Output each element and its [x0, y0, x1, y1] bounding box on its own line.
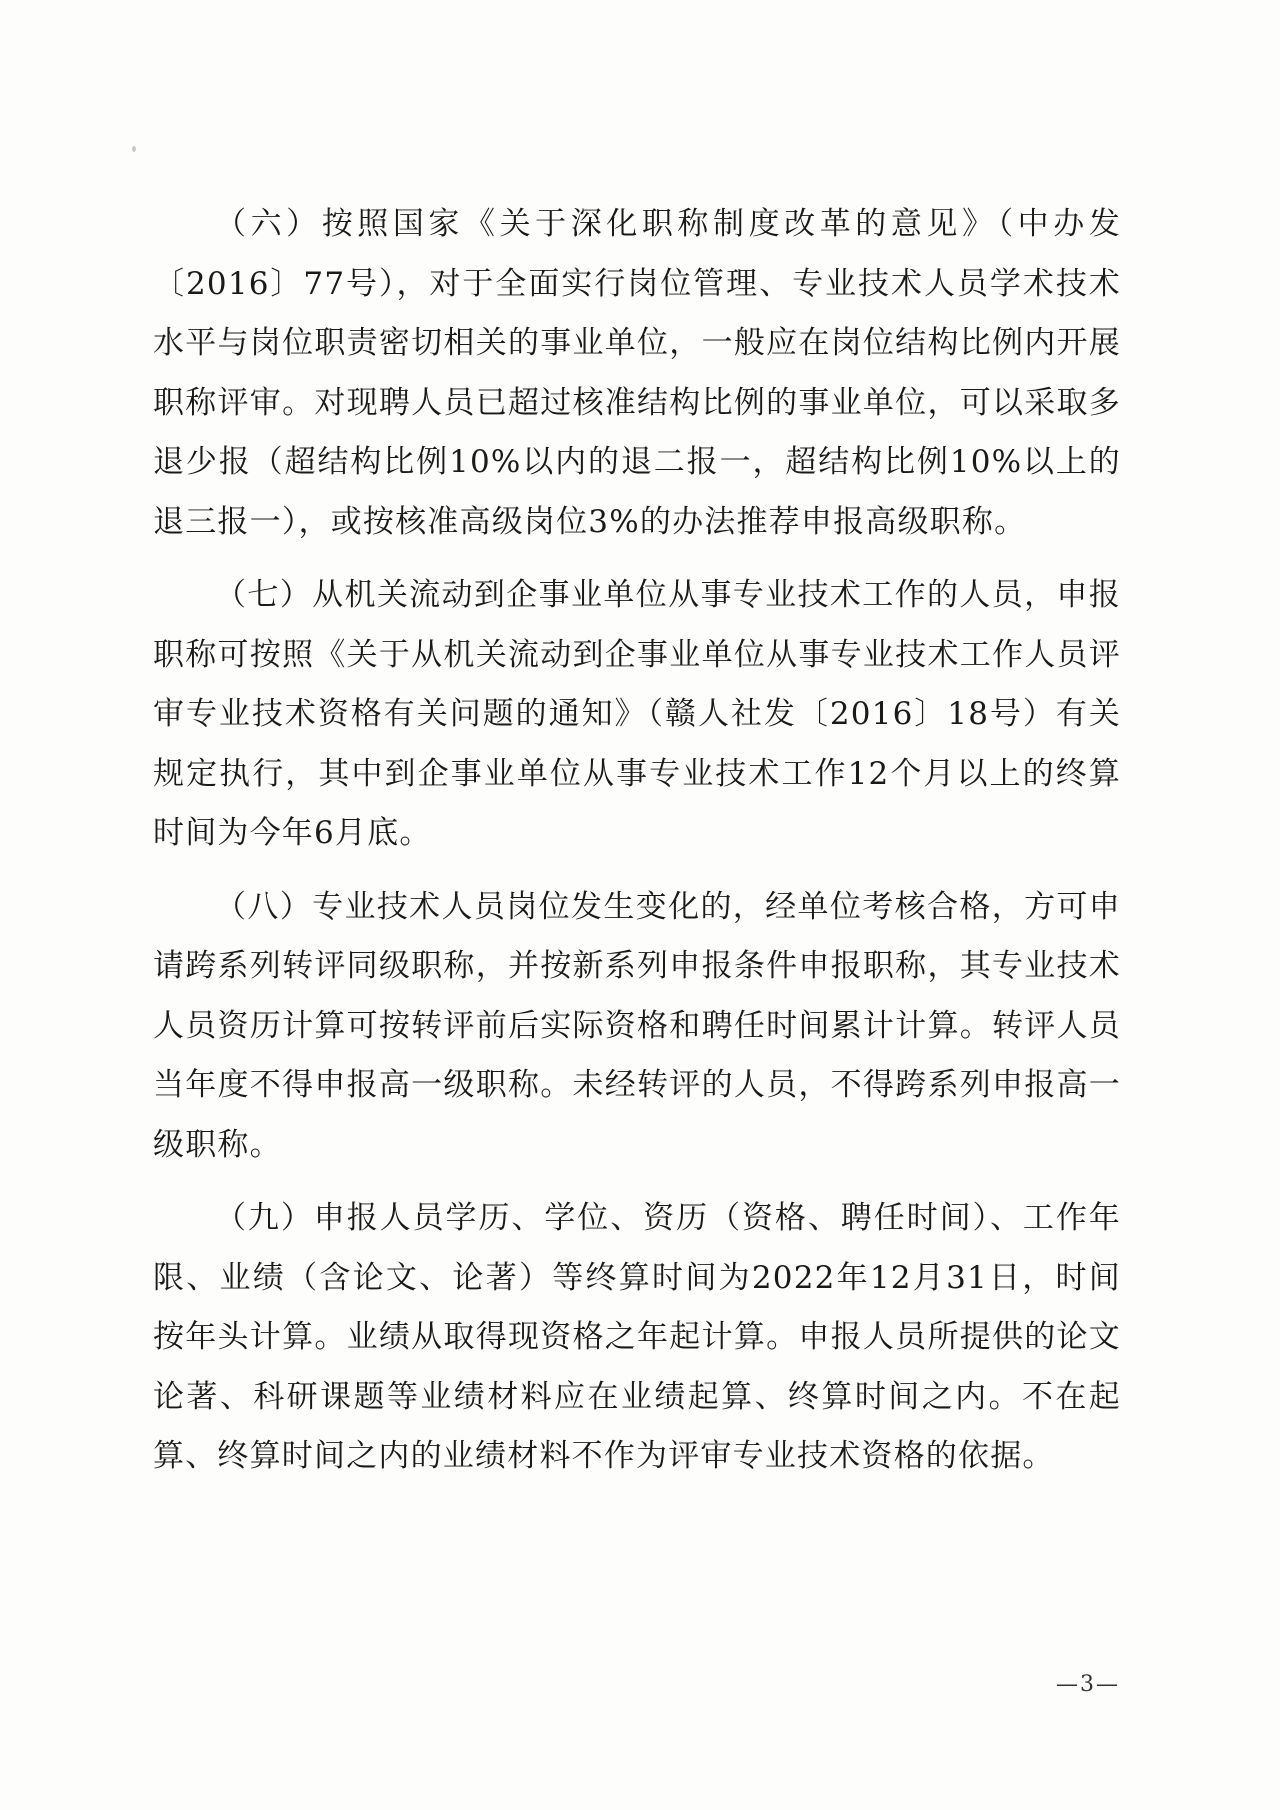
paragraph-8: （八）专业技术人员岗位发生变化的，经单位考核合格，方可申请跨系列转评同级职称，并按新系列申报条件申报职称，其专业技术人员资历计算可按转评前后实际资格和聘任时间累计计算。转评人员当年度不得申报高一级职称。未经转评的人员，不得跨系列申报高一级职称。: [153, 888, 1121, 1163]
paragraph-9: （九）申报人员学历、学位、资历（资格、聘任时间）、工作年限、业绩（含论文、论著）等终算时间为2022年12月31日，时间按年头计算。业绩从取得现资格之年起计算。申报人员所提供的论文论著、科研课题等业绩材料应在业绩起算、终算时间之内。不在起算、终算时间之内的业绩材料不作为评审专业技术资格的依据。: [153, 1200, 1121, 1474]
paragraph-7: （七）从机关流动到企事业单位从事专业技术工作的人员，申报职称可按照《关于从机关流动到企事业单位从事专业技术工作人员评审专业技术资格有关问题的通知》（赣人社发〔2016〕18号）有关规定执行，其中到企事业单位从事专业技术工作12个月以上的终算时间为今年6月底。: [153, 577, 1121, 851]
paragraph-6: （六）按照国家《关于深化职称制度改革的意见》（中办发〔2016〕77号），对于全面实行岗位管理、专业技术人员学术技术水平与岗位职责密切相关的事业单位，一般应在岗位结构比例内开展职称评审。对现聘人员已超过核准结构比例的事业单位，可以采取多退少报（超结构比例10%以内的退二报一，超结构比例10%以上的退三报一），或按核准高级岗位3%的办法推荐申报高级职称。: [153, 206, 1121, 540]
page-number: —3—: [1056, 1672, 1120, 1697]
scan-speck: [132, 146, 136, 152]
document-body: [153, 195, 1121, 1501]
